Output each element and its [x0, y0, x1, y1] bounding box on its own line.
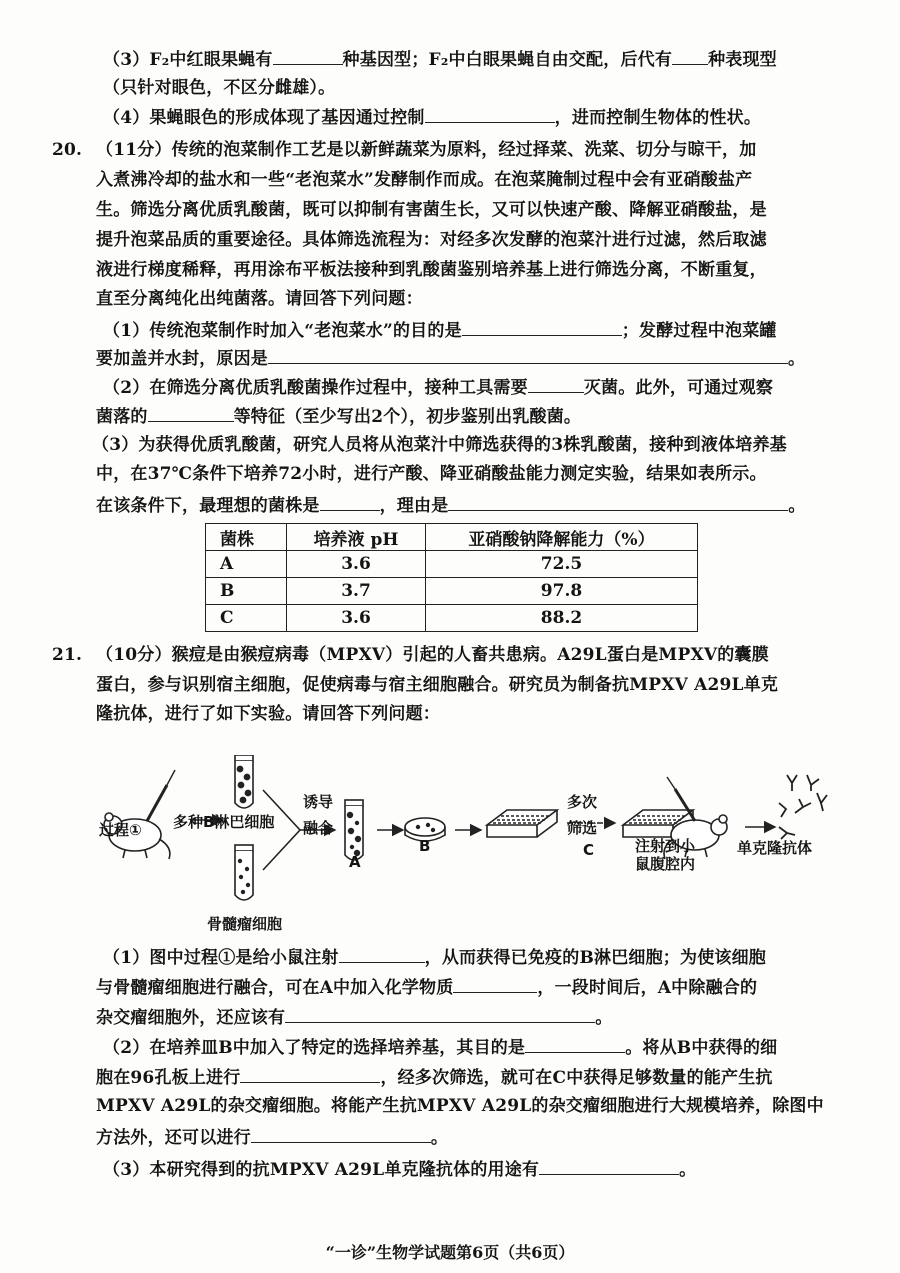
q21-1-line3	[96, 1004, 612, 1030]
answer-blank[interactable]	[285, 1004, 595, 1023]
strain-result-table	[205, 523, 698, 632]
answer-blank[interactable]	[525, 1034, 625, 1053]
q21-1-text-e: 杂交瘤细胞外，还应该有	[96, 1008, 286, 1028]
q20-3-line3	[96, 492, 806, 518]
fuse-label: 融合	[303, 819, 334, 837]
answer-blank[interactable]	[268, 345, 788, 364]
q21-3-text-b: 。	[679, 1160, 697, 1180]
answer-blank[interactable]	[528, 374, 584, 393]
q19-4-line	[103, 104, 761, 130]
q20-2-text-a: （2）在筛选分离优质乳酸菌操作过程中，接种工具需要	[103, 378, 528, 398]
answer-blank[interactable]	[339, 944, 425, 963]
q21-1-text-f: 。	[595, 1008, 613, 1028]
q20-stem-6: 直至分离纯化出纯菌落。请回答下列问题：	[96, 289, 423, 309]
answer-blank[interactable]	[425, 104, 555, 123]
table-cell: 3.6	[287, 551, 426, 578]
question-number-21: 21.	[52, 645, 83, 665]
q20-3-line: （3）为获得优质乳酸菌，研究人员将从泡菜汁中筛选获得的3株乳酸菌，接种到液体培养基	[92, 435, 787, 455]
table-row	[206, 551, 698, 578]
q21-2-line	[103, 1034, 777, 1060]
q20-1-text-c: 要加盖并水封，原因是	[96, 349, 268, 369]
antibody-icon	[779, 775, 827, 839]
answer-blank[interactable]	[273, 46, 343, 65]
answer-blank[interactable]	[672, 46, 708, 65]
b-cell-tube-icon	[235, 755, 253, 808]
q21-2-text-c: 胞在96孔板上进行	[96, 1068, 241, 1088]
q19-3-line	[103, 46, 777, 72]
q21-1-text-b: ，从而获得已免疫的B淋巴细胞；为使该细胞	[424, 948, 767, 968]
q21-2-line4	[96, 1124, 448, 1150]
q21-1-line	[103, 944, 766, 970]
answer-blank[interactable]	[462, 317, 622, 336]
q20-3-text-d: ，理由是	[379, 496, 449, 516]
question-number-20: 20.	[52, 140, 83, 160]
answer-blank[interactable]	[453, 974, 537, 993]
table-cell: B	[206, 578, 287, 605]
multi-label: 多次	[567, 793, 598, 811]
q20-stem-4: 提升泡菜品质的重要途径。具体筛选流程为：对经多次发酵的泡菜汁进行过滤，然后取滤	[96, 230, 767, 250]
table-row	[206, 605, 698, 632]
table-header: 亚硝酸钠降解能力（%）	[426, 524, 698, 551]
dish-b-label: B	[419, 837, 431, 855]
tube-a-icon	[345, 800, 363, 860]
inject-label-2: 鼠腹腔内	[635, 855, 696, 873]
q19-4-text-a: （4）果蝇眼色的形成体现了基因通过控制	[103, 108, 425, 128]
monoclonal-antibody-diagram	[95, 755, 855, 940]
q21-2-line3: MPXV A29L的杂交瘤细胞。将能产生抗MPXV A29L的杂交瘤细胞进行大规模培养，除图中	[96, 1096, 824, 1116]
myeloma-tube-icon	[235, 845, 253, 900]
table-header-row	[206, 524, 698, 551]
q21-3-text-a: （3）本研究得到的抗MPXV A29L单克隆抗体的用途有	[103, 1160, 540, 1180]
q20-1-line2	[96, 345, 805, 371]
q20-2-text-b: 灭菌。此外，可通过观察	[583, 378, 774, 398]
answer-blank[interactable]	[448, 492, 788, 511]
q20-stem-5: 液进行梯度稀释，再用涂布平板法接种到乳酸菌鉴别培养基上进行筛选分离，不断重复，	[96, 260, 767, 280]
q21-1-text-c: 与骨髓瘤细胞进行融合，可在A中加入化学物质	[96, 978, 454, 998]
answer-blank[interactable]	[240, 1064, 380, 1083]
b-cell-label: 多种B淋巴细胞	[173, 813, 275, 831]
q20-2-line2	[96, 403, 581, 429]
antibody-label: 单克隆抗体	[737, 839, 813, 857]
q21-stem-1: （10分）猴痘是由猴痘病毒（MPXV）引起的人畜共患病。A29L蛋白是MPXV的囊膜	[96, 645, 769, 665]
q21-3-line	[103, 1156, 696, 1182]
q20-1-text-b: ；发酵过程中泡菜罐	[621, 321, 777, 341]
screen-label: 筛选	[567, 819, 598, 837]
table-header: 培养液 pH	[287, 524, 426, 551]
q21-2-text-f: 方法外，还可以进行	[96, 1128, 251, 1148]
q20-2-text-d: 等特征（至少写出2个），初步鉴别出乳酸菌。	[233, 407, 582, 427]
q21-2-text-a: （2）在培养皿B中加入了特定的选择培养基，其目的是	[103, 1038, 526, 1058]
q20-3-line2: 中，在37℃条件下培养72小时，进行产酸、降亚硝酸盐能力测定实验，结果如表所示。	[96, 464, 767, 484]
table-cell: A	[206, 551, 287, 578]
answer-blank[interactable]	[539, 1156, 679, 1175]
table-cell: 97.8	[426, 578, 698, 605]
q19-3-text-b: 种基因型；F₂中白眼果蝇自由交配，后代有	[342, 50, 673, 70]
q19-3-text-c: 种表现型	[708, 50, 777, 70]
q20-1-line	[103, 317, 777, 343]
q20-3-text-e: 。	[788, 496, 806, 516]
table-row	[206, 578, 698, 605]
q19-3-line2: （只针对眼色，不区分雌雄）。	[103, 78, 336, 98]
q20-stem-2: 入煮沸冷却的盐水和一些“老泡菜水”发酵制作而成。在泡菜腌制过程中会有亚硝酸盐产	[96, 170, 753, 190]
answer-blank[interactable]	[251, 1124, 431, 1143]
q21-1-line2	[96, 974, 757, 1000]
process-1-label: 过程①	[99, 821, 142, 839]
q19-3-text-a: （3）F₂中红眼果蝇有	[103, 50, 273, 70]
q20-stem-3: 生。筛选分离优质乳酸菌，既可以抑制有害菌生长，又可以快速产酸、降解亚硝酸盐，是	[96, 200, 767, 220]
well-plate-icon	[487, 810, 557, 837]
q21-1-text-d: ，一段时间后，A中除融合的	[537, 978, 758, 998]
q20-1-text-a: （1）传统泡菜制作时加入“老泡菜水”的目的是	[103, 321, 462, 341]
q20-3-text-c: 在该条件下，最理想的菌株是	[96, 496, 320, 516]
answer-blank[interactable]	[320, 492, 380, 511]
q21-stem-3: 隆抗体，进行了如下实验。请回答下列问题：	[96, 704, 440, 724]
table-cell: 72.5	[426, 551, 698, 578]
q21-1-text-a: （1）图中过程①是给小鼠注射	[103, 948, 339, 968]
table-cell: 88.2	[426, 605, 698, 632]
syringe-icon	[147, 770, 175, 821]
myeloma-label: 骨髓瘤细胞	[207, 915, 283, 933]
q21-2-line2	[96, 1064, 773, 1090]
table-cell: C	[206, 605, 287, 632]
page-footer: “一诊”生物学试题第6页（共6页）	[325, 1243, 575, 1262]
q21-stem-2: 蛋白，参与识别宿主细胞，促使病毒与宿主细胞融合。研究员为制备抗MPXV A29L单克	[96, 675, 779, 695]
q20-2-text-c: 菌落的	[96, 407, 148, 427]
table-cell: 3.7	[287, 578, 426, 605]
q20-2-line	[103, 374, 773, 400]
q20-stem-1: （11分）传统的泡菜制作工艺是以新鲜蔬菜为原料，经过择菜、洗菜、切分与晾干，加	[96, 140, 757, 160]
q21-2-text-d: ，经多次筛选，就可在C中获得足够数量的能产生抗	[380, 1068, 773, 1088]
q21-2-text-g: 。	[430, 1128, 449, 1148]
table-cell: 3.6	[287, 605, 426, 632]
inject-label-1: 注射到小	[635, 837, 696, 855]
tube-a-label: A	[349, 853, 361, 871]
induce-label: 诱导	[303, 793, 334, 811]
answer-blank[interactable]	[148, 403, 234, 422]
plate-c-label: C	[583, 841, 595, 859]
q21-2-text-b: 。将从B中获得的细	[625, 1038, 778, 1058]
q20-1-text-d: 。	[788, 349, 806, 369]
q19-4-text-b: ，进而控制生物体的性状。	[554, 108, 762, 128]
table-header: 菌株	[206, 524, 287, 551]
